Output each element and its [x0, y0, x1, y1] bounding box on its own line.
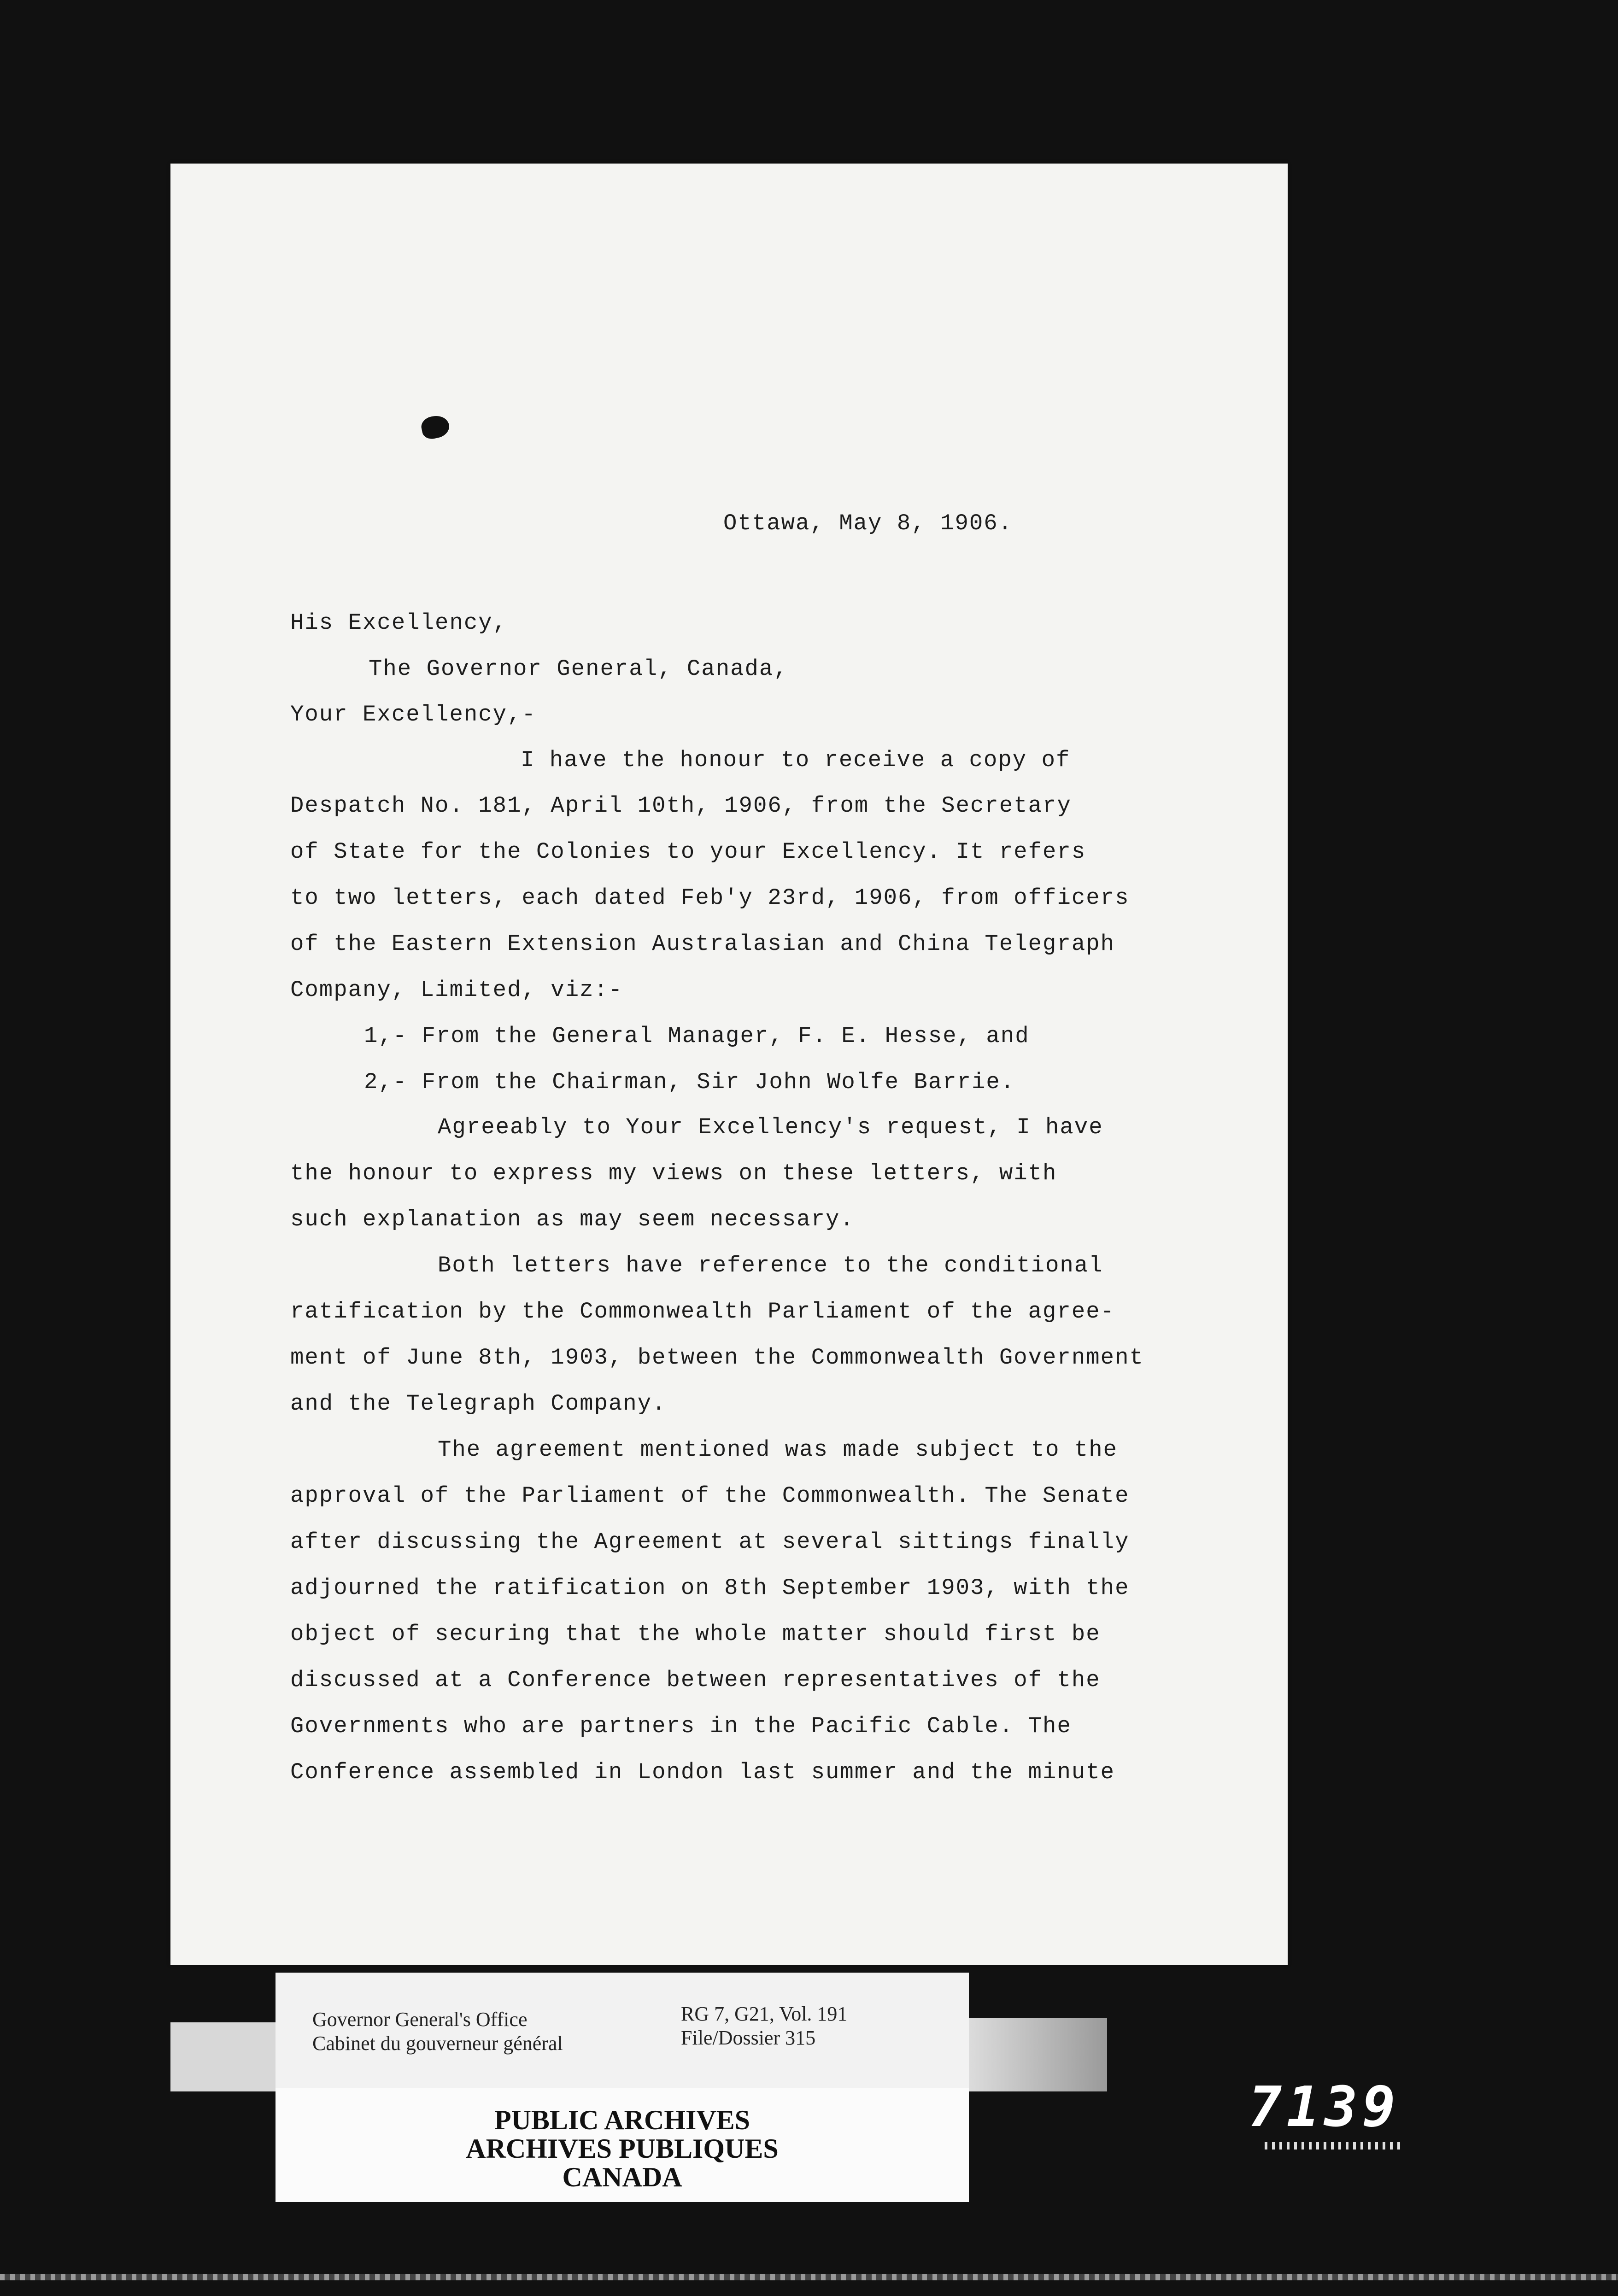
film-strip-right	[969, 2018, 1107, 2091]
body-line: 1,- From the General Manager, F. E. Hesse, and	[364, 1023, 1030, 1049]
body-line: object of securing that the whole matter should first be	[290, 1621, 1101, 1647]
body-line: ratification by the Commonwealth Parliament of the agree-	[290, 1299, 1115, 1324]
office-french: Cabinet du gouverneur général	[312, 2032, 563, 2055]
salutation-line: The Governor General, Canada,	[369, 656, 788, 682]
body-line: ment of June 8th, 1903, between the Commonwealth Government	[290, 1345, 1144, 1371]
body-line: such explanation as may seem necessary.	[290, 1207, 855, 1232]
body-line: Agreeably to Your Excellency's request, I have	[438, 1114, 1103, 1140]
body-line: after discussing the Agreement at several sittings finally	[290, 1529, 1130, 1555]
salutation-line: His Excellency,	[290, 610, 508, 636]
stamp-line: ARCHIVES PUBLIQUES	[466, 2133, 779, 2164]
archive-reference: RG 7, G21, Vol. 191	[681, 2003, 848, 2025]
stamp-line: CANADA	[562, 2162, 682, 2192]
body-line: of State for the Colonies to your Excellency. It refers	[290, 839, 1086, 865]
archive-label	[276, 1973, 969, 2088]
body-line: and the Telegraph Company.	[290, 1391, 667, 1417]
body-line: Company, Limited, viz:-	[290, 977, 623, 1003]
body-line: 2,- From the Chairman, Sir John Wolfe Barrie.	[364, 1069, 1015, 1095]
body-line: approval of the Parliament of the Commonwealth. The Senate	[290, 1483, 1130, 1509]
body-line: to two letters, each dated Feb'y 23rd, 1906, from officers	[290, 885, 1130, 911]
body-line: Despatch No. 181, April 10th, 1906, from the Secretary	[290, 793, 1072, 819]
body-line: Both letters have reference to the conditional	[438, 1253, 1103, 1278]
body-line: the honour to express my views on these letters, with	[290, 1160, 1057, 1186]
body-line: discussed at a Conference between representatives of the	[290, 1667, 1101, 1693]
salutation-line: Your Excellency,-	[290, 702, 536, 727]
letter-page	[170, 164, 1288, 1965]
film-strip-left	[170, 2022, 276, 2091]
letter-body	[170, 164, 1288, 1965]
frame-ticks	[1265, 2142, 1403, 2150]
archive-stamp	[276, 2088, 969, 2202]
body-line: I have the honour to receive a copy of	[521, 747, 1071, 773]
body-line: of the Eastern Extension Australasian and China Telegraph	[290, 931, 1115, 957]
body-line: The agreement mentioned was made subject to the	[438, 1437, 1118, 1463]
stamp-line: PUBLIC ARCHIVES	[494, 2105, 750, 2135]
archive-file: File/Dossier 315	[681, 2027, 816, 2049]
body-line: Conference assembled in London last summer and the minute	[290, 1759, 1115, 1785]
body-line: Governments who are partners in the Pacific Cable. The	[290, 1713, 1072, 1739]
film-edge	[0, 2274, 1618, 2280]
dateline: Ottawa, May 8, 1906.	[723, 510, 1013, 536]
office-english: Governor General's Office	[312, 2008, 528, 2031]
frame-number: 7139	[1249, 2075, 1400, 2139]
body-line: adjourned the ratification on 8th September 1903, with the	[290, 1575, 1130, 1601]
